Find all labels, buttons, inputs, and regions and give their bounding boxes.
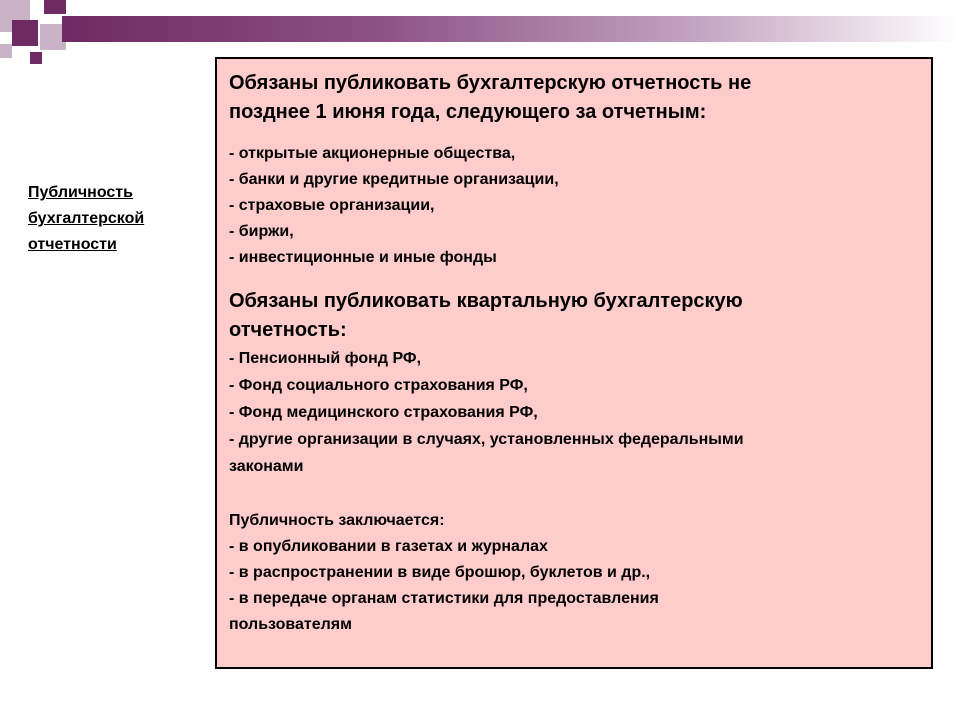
heading-line: Обязаны публиковать квартальную бухгалтерскую <box>229 290 743 312</box>
decor-square-2 <box>44 0 66 14</box>
quarterly-reporting-heading <box>229 287 919 345</box>
list-item: - банки и другие кредитные организации, <box>229 171 559 188</box>
heading-line: Обязаны публиковать бухгалтерскую отчетность не <box>229 72 752 94</box>
section-title <box>28 180 208 258</box>
decor-square-5 <box>0 44 12 58</box>
list-item: пользователям <box>229 616 352 633</box>
publicity-list <box>229 534 919 638</box>
decor-square-6 <box>30 52 42 64</box>
section-title-line: отчетности <box>28 236 117 253</box>
list-item: законами <box>229 458 304 475</box>
decor-square-3 <box>12 20 38 46</box>
section-title-line: Публичность <box>28 184 133 201</box>
annual-reporting-heading <box>229 69 919 127</box>
list-item: - Фонд социального страхования РФ, <box>229 377 528 394</box>
publicity-heading: Публичность заключается: <box>229 512 445 529</box>
list-item: - другие организации в случаях, установленных федеральными <box>229 431 744 448</box>
section-title-line: бухгалтерской <box>28 210 145 227</box>
annual-reporting-list <box>229 141 919 271</box>
heading-line: отчетность: <box>229 319 347 341</box>
heading-line: позднее 1 июня года, следующего за отчетным: <box>229 101 707 123</box>
content-box <box>215 57 933 669</box>
list-item: - открытые акционерные общества, <box>229 145 516 162</box>
quarterly-reporting-list <box>229 345 919 480</box>
list-item: - биржи, <box>229 223 294 240</box>
list-item: - инвестиционные и иные фонды <box>229 249 497 266</box>
list-item: - Фонд медицинского страхования РФ, <box>229 404 538 421</box>
list-item: - в передаче органам статистики для предоставления <box>229 590 659 607</box>
list-item: - страховые организации, <box>229 197 435 214</box>
list-item: - в распространении в виде брошюр, буклетов и др., <box>229 564 651 581</box>
header-gradient-bar <box>62 16 960 42</box>
list-item: - Пенсионный фонд РФ, <box>229 350 422 367</box>
list-item: - в опубликовании в газетах и журналах <box>229 538 548 555</box>
